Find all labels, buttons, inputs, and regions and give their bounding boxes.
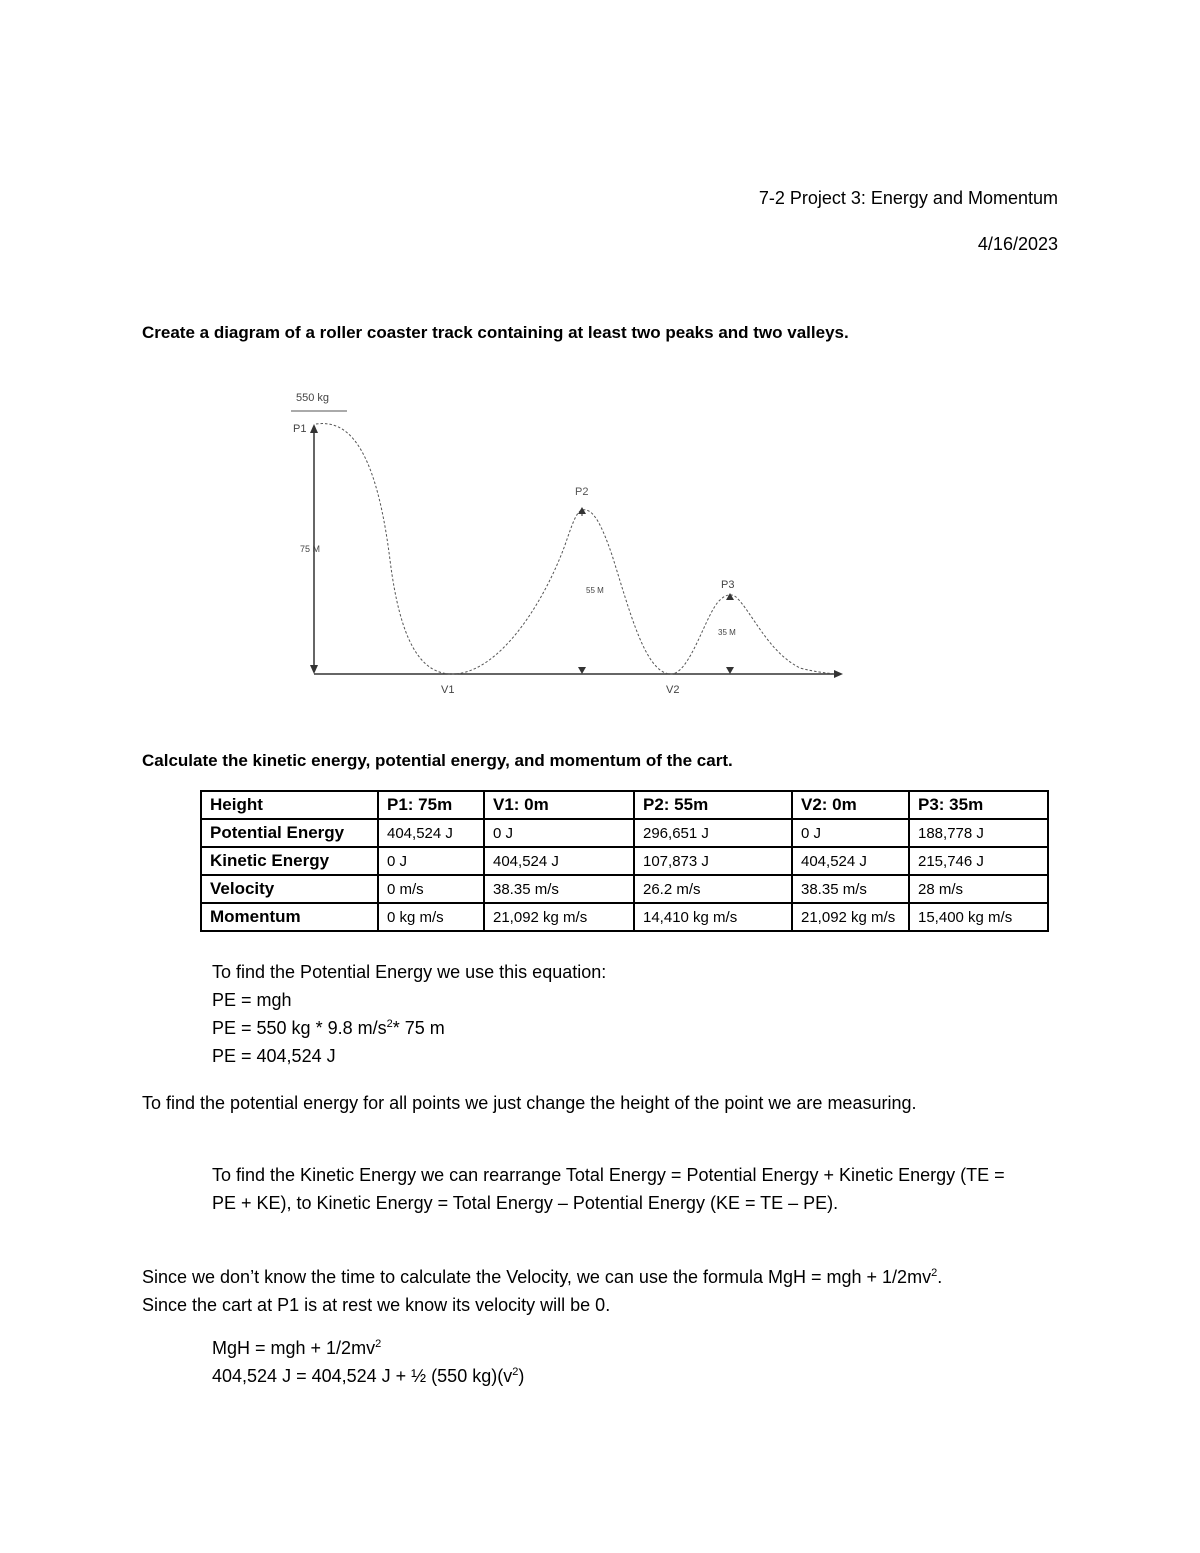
document-title: 7-2 Project 3: Energy and Momentum bbox=[758, 188, 1058, 208]
table-cell: 188,778 J bbox=[909, 819, 1048, 847]
p2-label: P2 bbox=[575, 486, 589, 498]
ground-arrow-icon bbox=[834, 670, 843, 678]
table-row bbox=[201, 903, 1048, 931]
table-row-label: Momentum bbox=[201, 903, 378, 931]
ke-text-line1: To find the Kinetic Energy we can rearrange Total Energy = Potential Energy + Kinetic Energy (TE = bbox=[212, 1165, 1005, 1185]
table-row-label: Kinetic Energy bbox=[201, 847, 378, 875]
table-row-label: Potential Energy bbox=[201, 819, 378, 847]
ke-text-line2: PE + KE), to Kinetic Energy = Total Energy – Potential Energy (KE = TE – PE). bbox=[212, 1193, 839, 1213]
mass-label: 550 kg bbox=[296, 392, 330, 404]
table-header-cell: P2: 55m bbox=[634, 791, 792, 819]
table-header-row bbox=[201, 791, 1048, 819]
table-cell: 21,092 kg m/s bbox=[484, 903, 634, 931]
p3-label: P3 bbox=[721, 579, 735, 591]
pe-equation: PE = mgh bbox=[212, 990, 292, 1010]
table-cell: 0 kg m/s bbox=[378, 903, 484, 931]
table-row bbox=[201, 847, 1048, 875]
p2-arrow-down-icon bbox=[578, 667, 586, 674]
diagram-heading: Create a diagram of a roller coaster track containing at least two peaks and two valleys. bbox=[142, 323, 849, 342]
energy-table bbox=[200, 790, 1049, 932]
p1-label: P1 bbox=[293, 423, 307, 435]
table-row bbox=[201, 819, 1048, 847]
p3-arrow-down-icon bbox=[726, 667, 734, 674]
velocity-equation: MgH = mgh + $1/2mv^2$ bbox=[212, 1338, 382, 1358]
table-cell: 107,873 J bbox=[634, 847, 792, 875]
pe-intro: To find the Potential Energy we use this equation: bbox=[212, 962, 607, 982]
table-cell: 26.2 m/s bbox=[634, 875, 792, 903]
table-header-cell: V1: 0m bbox=[484, 791, 634, 819]
p2-arrow-up-icon bbox=[578, 507, 586, 514]
pe-all-points-text: To find the potential energy for all points we just change the height of the point we are measuring. bbox=[142, 1093, 917, 1113]
velocity-text-line2: Since the cart at P1 is at rest we know its velocity will be 0. bbox=[142, 1295, 611, 1315]
table-cell: 0 J bbox=[378, 847, 484, 875]
pe-result: PE = 404,524 J bbox=[212, 1046, 336, 1066]
velocity-substitution: 404,524 J = 404,524 J + ½ (550 $kg)(v^2)$ bbox=[212, 1366, 525, 1386]
p2-height-label: 55 M bbox=[586, 586, 604, 595]
table-cell: 404,524 J bbox=[378, 819, 484, 847]
table-header-cell: P3: 35m bbox=[909, 791, 1048, 819]
table-cell: 28 m/s bbox=[909, 875, 1048, 903]
document-date: 4/16/2023 bbox=[977, 234, 1058, 254]
table-cell: 14,410 kg m/s bbox=[634, 903, 792, 931]
table-cell: 38.35 m/s bbox=[484, 875, 634, 903]
pe-substitution: PE = 550 kg * 9.8 $m/s^2*$ 75 m bbox=[212, 1018, 445, 1038]
table-header-cell: V2: 0m bbox=[792, 791, 909, 819]
roller-coaster-diagram bbox=[0, 0, 1200, 720]
table-cell: 296,651 J bbox=[634, 819, 792, 847]
p1-arrow-up-icon bbox=[310, 424, 318, 433]
p1-height-label: 75 M bbox=[300, 544, 321, 554]
table-cell: 0 m/s bbox=[378, 875, 484, 903]
table-cell: 15,400 kg m/s bbox=[909, 903, 1048, 931]
coaster-track bbox=[316, 424, 836, 675]
v2-label: V2 bbox=[666, 684, 680, 696]
v1-label: V1 bbox=[441, 684, 455, 696]
calculation-heading: Calculate the kinetic energy, potential energy, and momentum of the cart. bbox=[142, 751, 733, 770]
p1-arrow-down-icon bbox=[310, 665, 318, 674]
table-header-cell: P1: 75m bbox=[378, 791, 484, 819]
table-cell: 215,746 J bbox=[909, 847, 1048, 875]
table-cell: 21,092 kg m/s bbox=[792, 903, 909, 931]
table-cell: 404,524 J bbox=[792, 847, 909, 875]
p3-arrow-up-icon bbox=[726, 593, 734, 600]
table-cell: 404,524 J bbox=[484, 847, 634, 875]
table-cell: 0 J bbox=[792, 819, 909, 847]
velocity-text-line1: Since we don’t know the time to calculate the Velocity, we can use the formula MgH = mgh + $1/2mv^2$. bbox=[142, 1267, 943, 1287]
table-row bbox=[201, 875, 1048, 903]
p3-height-label: 35 M bbox=[718, 628, 736, 637]
table-cell: 38.35 m/s bbox=[792, 875, 909, 903]
table-row-label: Velocity bbox=[201, 875, 378, 903]
table-cell: 0 J bbox=[484, 819, 634, 847]
table-header-cell: Height bbox=[201, 791, 378, 819]
